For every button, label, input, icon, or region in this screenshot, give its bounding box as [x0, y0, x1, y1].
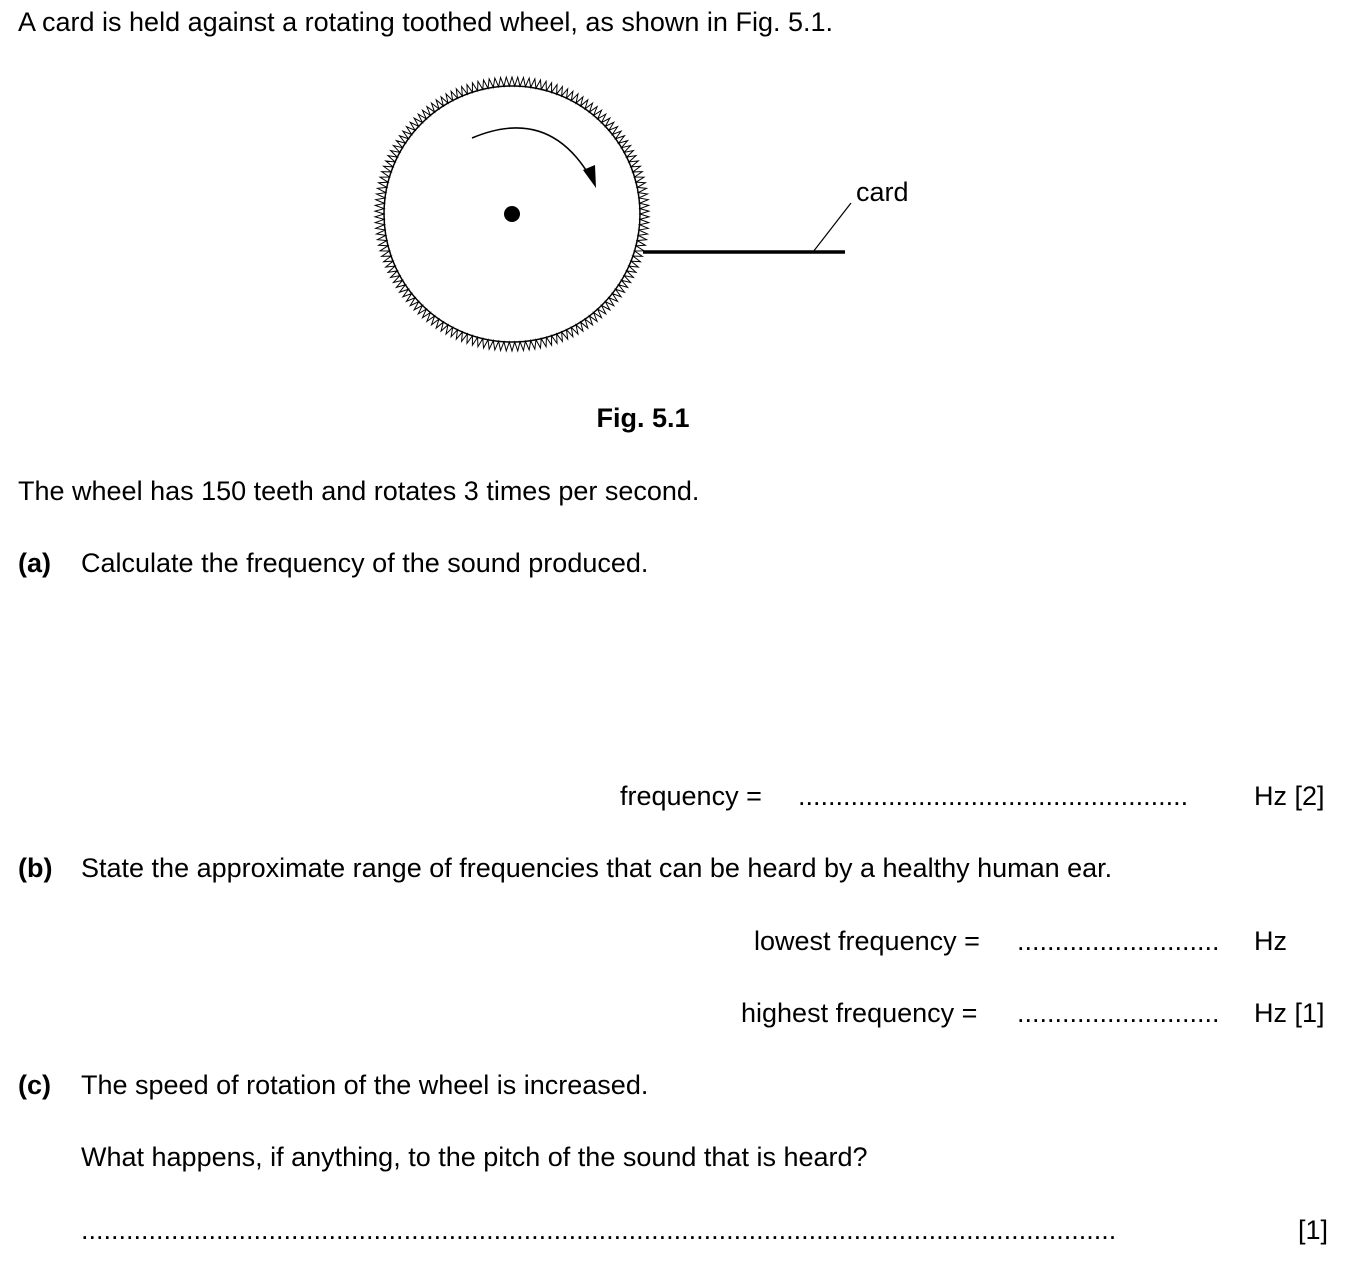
part-b-label: (b): [18, 853, 53, 883]
part-a-answer-prefix: frequency =: [620, 781, 762, 811]
part-c-answer-field[interactable]: ..........................................................................................................................................: [81, 1217, 1117, 1244]
part-b-question: State the approximate range of frequencies that can be heard by a healthy human ear.: [81, 853, 1113, 883]
part-c-question: What happens, if anything, to the pitch of the sound that is heard?: [81, 1142, 868, 1172]
figure-caption: Fig. 5.1: [596, 403, 690, 433]
part-a-label: (a): [18, 548, 51, 578]
part-b-highest-suffix: Hz [1]: [1254, 998, 1325, 1028]
part-b-highest-prefix: highest frequency =: [741, 998, 978, 1028]
part-a-answer-suffix: Hz [2]: [1254, 781, 1325, 811]
part-b-lowest-field[interactable]: ...........................: [1017, 926, 1220, 956]
part-b-lowest-prefix: lowest frequency =: [754, 926, 980, 956]
part-a-answer-field[interactable]: ....................................................: [798, 781, 1189, 811]
rotation-arrow: [472, 128, 592, 180]
part-b-lowest-suffix: Hz: [1254, 926, 1287, 956]
part-c-answer-suffix: [1]: [1298, 1215, 1329, 1245]
part-a-question: Calculate the frequency of the sound produced.: [81, 548, 649, 578]
part-c-statement: The speed of rotation of the wheel is increased.: [81, 1070, 649, 1100]
part-b-highest-field[interactable]: ...........................: [1017, 998, 1220, 1028]
wheel-axle: [504, 206, 520, 222]
card-leader-line: [813, 203, 851, 252]
card-label: card: [856, 177, 909, 207]
question-stem: The wheel has 150 teeth and rotates 3 times per second.: [18, 476, 700, 506]
toothed-wheel-figure: [0, 0, 1348, 400]
intro-text: A card is held against a rotating toothed wheel, as shown in Fig. 5.1.: [18, 7, 833, 37]
part-c-label: (c): [18, 1070, 51, 1100]
